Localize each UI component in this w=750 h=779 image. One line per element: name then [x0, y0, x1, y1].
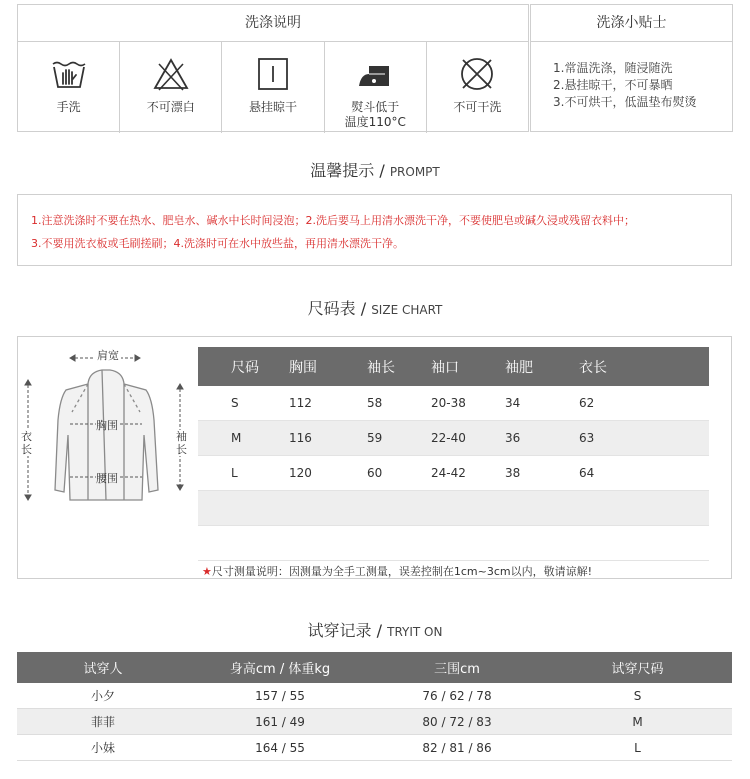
diagram-label-sleeve: 袖长: [176, 430, 190, 456]
size-cell: [578, 491, 709, 526]
size-header-cell: 袖肥: [504, 347, 578, 386]
prompt-heading: [0, 158, 750, 181]
try-cell: S: [543, 683, 732, 709]
size-cell: 38: [504, 456, 578, 491]
care-icons-row: [18, 42, 528, 133]
size-cell: S: [198, 386, 288, 421]
size-header-cell: 胸围: [288, 347, 366, 386]
size-cell: [430, 491, 504, 526]
care-item-no-bleach: [120, 42, 222, 133]
prompt-title: 温馨提示 /: [310, 161, 390, 180]
diagram-label-length: 衣长: [21, 430, 35, 456]
care-title: 洗涤说明: [18, 5, 528, 42]
try-on-heading: [0, 618, 750, 641]
size-cell: 36: [504, 421, 578, 456]
table-row: [198, 421, 709, 456]
care-label: 不可干洗: [453, 100, 502, 114]
no-dry-clean-icon: [457, 54, 497, 94]
care-tip: 2.悬挂晾干，不可暴晒: [553, 78, 673, 92]
care-item-hang-dry: [222, 42, 324, 133]
care-label-temperature: 温度110°C: [344, 115, 406, 129]
prompt-line: 1.注意洗涤时不要在热水、肥皂水、碱水中长时间浸泡；2.洗后要马上用清水漂洗干净，不要使肥皂或碱久浸或残留衣料中；: [31, 214, 635, 227]
size-cell: 34: [504, 386, 578, 421]
size-note-text: 尺寸测量说明：因测量为全手工测量，误差控制在1cm~3cm以内，敬请谅解!: [211, 565, 593, 578]
care-instructions-panel: [17, 4, 529, 132]
star-icon: ★: [202, 565, 212, 578]
try-header-cell: 试穿人: [17, 652, 189, 683]
care-label: 熨斗低于: [351, 100, 400, 114]
try-cell: 82 / 81 / 86: [371, 735, 543, 761]
try-cell: M: [543, 709, 732, 735]
size-chart-title: 尺码表 /: [307, 299, 372, 318]
diagram-label-waist: 腰围: [96, 472, 118, 485]
try-cell: 164 / 55: [189, 735, 371, 761]
size-cell: L: [198, 456, 288, 491]
care-tips-list: [531, 42, 732, 111]
size-cell: [198, 526, 288, 561]
try-on-header-row: [17, 652, 732, 683]
hand-wash-icon: [49, 54, 89, 94]
care-label: 不可漂白: [146, 100, 195, 114]
size-cell: 20-38: [430, 386, 504, 421]
care-label: 悬挂晾干: [249, 100, 298, 114]
size-cell: 58: [366, 386, 430, 421]
prompt-panel: [17, 194, 732, 266]
try-cell: 80 / 72 / 83: [371, 709, 543, 735]
size-chart-heading: [0, 296, 750, 319]
size-cell: 63: [578, 421, 709, 456]
try-header-cell: 三围cm: [371, 652, 543, 683]
table-row: [17, 683, 732, 709]
try-header-cell: 试穿尺码: [543, 652, 732, 683]
iron-low-icon: [355, 54, 395, 94]
try-cell: 157 / 55: [189, 683, 371, 709]
size-chart-title-en: SIZE CHART: [371, 303, 443, 317]
size-table-header-row: [198, 347, 709, 386]
size-cell: 116: [288, 421, 366, 456]
no-bleach-icon: [151, 54, 191, 94]
size-measure-note: [202, 563, 592, 579]
care-item-iron-low: [325, 42, 427, 133]
diagram-label-shoulder: 肩宽: [97, 349, 119, 362]
hang-dry-icon: [253, 54, 293, 94]
care-item-hand-wash: [18, 42, 120, 133]
size-cell: 24-42: [430, 456, 504, 491]
table-row: [198, 491, 709, 526]
care-label: 手洗: [56, 100, 81, 114]
size-cell: [288, 526, 366, 561]
size-cell: [366, 526, 430, 561]
size-cell: 64: [578, 456, 709, 491]
prompt-title-en: PROMPT: [389, 165, 440, 179]
size-cell: 22-40: [430, 421, 504, 456]
size-cell: 60: [366, 456, 430, 491]
try-on-title-en: TRYIT ON: [387, 625, 443, 639]
size-header-cell: 袖口: [430, 347, 504, 386]
try-on-title: 试穿记录 /: [307, 621, 388, 640]
try-cell: 菲菲: [17, 709, 189, 735]
size-cell: [366, 491, 430, 526]
size-cell: 59: [366, 421, 430, 456]
size-cell: [430, 526, 504, 561]
care-tip: 1.常温洗涤，随浸随洗: [553, 61, 673, 75]
table-row: [198, 526, 709, 561]
size-cell: M: [198, 421, 288, 456]
care-tips-title: 洗涤小贴士: [531, 5, 732, 42]
try-header-cell: 身高cm / 体重kg: [189, 652, 371, 683]
size-cell: [198, 491, 288, 526]
size-cell: 112: [288, 386, 366, 421]
try-cell: 小妹: [17, 735, 189, 761]
size-cell: 62: [578, 386, 709, 421]
table-row: [198, 456, 709, 491]
size-header-cell: 袖长: [366, 347, 430, 386]
table-row: [17, 735, 732, 761]
size-header-cell: 衣长: [578, 347, 709, 386]
size-cell: [578, 526, 709, 561]
size-header-cell: 尺码: [198, 347, 288, 386]
table-row: [198, 386, 709, 421]
diagram-label-chest: 胸围: [96, 419, 118, 432]
try-on-table: [17, 652, 732, 761]
prompt-line: 3.不要用洗衣板或毛刷搓刷；4.洗涤时可在水中放些盐，再用清水漂洗干净。: [31, 237, 404, 250]
size-cell: [504, 491, 578, 526]
table-row: [17, 709, 732, 735]
size-cell: 120: [288, 456, 366, 491]
size-cell: [288, 491, 366, 526]
try-cell: 76 / 62 / 78: [371, 683, 543, 709]
try-cell: 小夕: [17, 683, 189, 709]
try-cell: L: [543, 735, 732, 761]
size-table: [198, 347, 709, 561]
care-item-no-dry-clean: [427, 42, 528, 133]
size-cell: [504, 526, 578, 561]
care-tip: 3.不可烘干，低温垫布熨烫: [553, 95, 697, 109]
care-tips-panel: [530, 4, 733, 132]
try-cell: 161 / 49: [189, 709, 371, 735]
